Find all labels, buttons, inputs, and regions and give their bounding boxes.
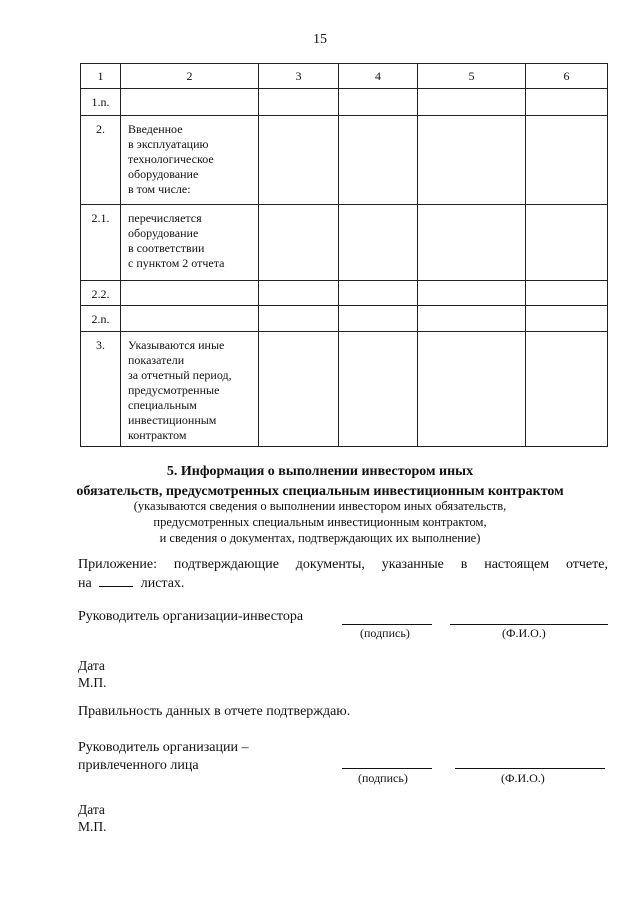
page-number: 15 — [313, 32, 327, 47]
row-number: 1.n. — [81, 89, 121, 116]
row-text — [121, 281, 259, 306]
date-block: Дата М.П. — [78, 658, 107, 690]
row-number: 2.2. — [81, 281, 121, 306]
name-caption: (Ф.И.О.) — [502, 626, 546, 640]
column-header: 4 — [339, 64, 418, 89]
table-header-row — [81, 64, 608, 89]
column-header: 1 — [81, 64, 121, 89]
row-text — [121, 306, 259, 332]
appendix-paragraph: Приложение: подтверждающие документы, указанные в настоящем отчете, на листах. — [78, 557, 608, 591]
investor-head-label: Руководитель организации-инвестора — [78, 609, 304, 624]
name-line — [455, 768, 605, 769]
name-caption: (Ф.И.О.) — [501, 771, 545, 785]
column-header: 3 — [259, 64, 339, 89]
table-row — [81, 281, 608, 306]
row-text: перечисляется оборудование в соответствии с пунктом 2 отчета — [121, 205, 259, 281]
row-text: Указываются иные показатели за отчетный период, предусмотренные специальным инвестиционным контрактом — [121, 332, 259, 447]
indicators-table — [80, 63, 608, 447]
sheet-count-blank — [99, 574, 133, 587]
signature-line — [342, 624, 432, 625]
table-row — [81, 306, 608, 332]
table-row — [81, 205, 608, 281]
column-header: 2 — [121, 64, 259, 89]
date-block: Дата М.П. — [78, 802, 107, 834]
attracted-head-label: Руководитель организации – привлеченного лица — [78, 740, 249, 773]
column-header: 5 — [418, 64, 526, 89]
signature-caption: (подпись) — [358, 771, 408, 785]
table-row — [81, 116, 608, 205]
table-row — [81, 89, 608, 116]
row-number: 2.1. — [81, 205, 121, 281]
row-number: 2.n. — [81, 306, 121, 332]
row-text — [121, 89, 259, 116]
confirmation-text: Правильность данных в отчете подтверждаю. — [78, 704, 351, 719]
row-text: Введенное в эксплуатацию технологическое оборудование в том числе: — [121, 116, 259, 205]
row-number: 3. — [81, 332, 121, 447]
signature-line — [342, 768, 432, 769]
row-number: 2. — [81, 116, 121, 205]
name-line — [450, 624, 608, 625]
column-header: 6 — [526, 64, 608, 89]
table-row — [81, 332, 608, 447]
signature-caption: (подпись) — [360, 626, 410, 640]
section-5-title: 5. Информация о выполнении инвестором иных обязательств, предусмотренных специальным инвестиционным контрактом — [76, 464, 564, 499]
section-5-note: (указываются сведения о выполнении инвестором иных обязательств, предусмотренных специальным инвестиционным контрактом, и сведения о документах, подтверждающих их выполнение) — [133, 499, 507, 545]
